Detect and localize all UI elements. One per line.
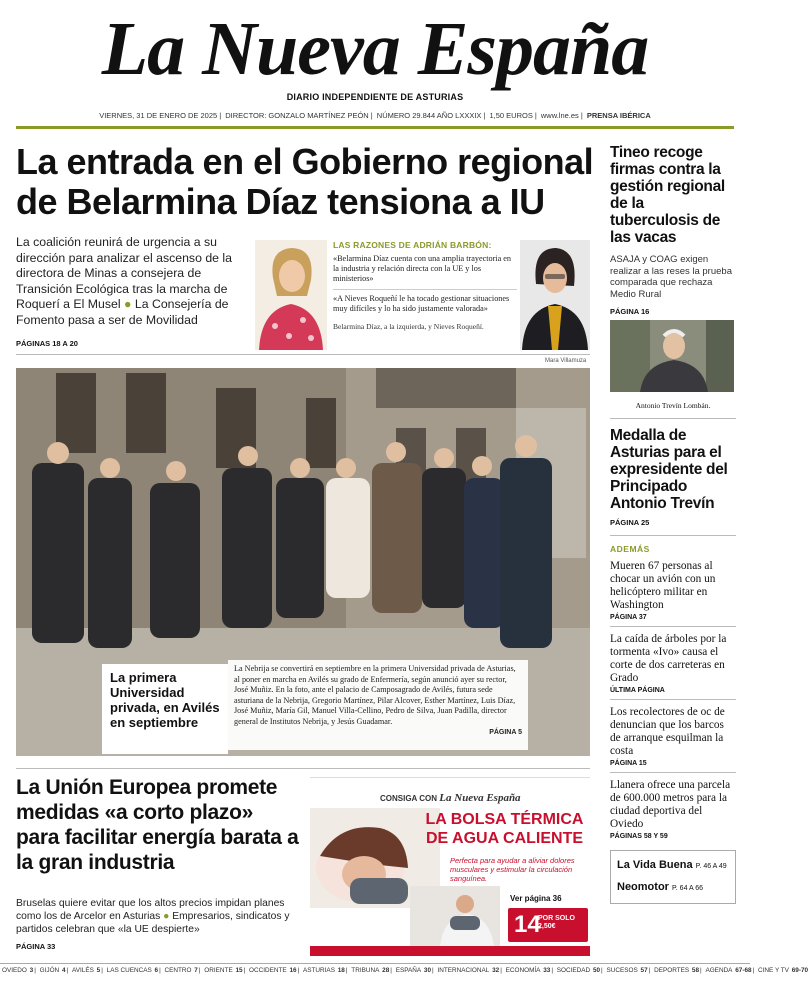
lead-summary-part2: La Consejería de Fomento pasa a ser de Movilidad [16, 297, 229, 327]
lead-divider [16, 354, 590, 355]
eu-summary-part2: Empresarios, sindicatos y partidos celebran que «la UE despierte» [16, 911, 290, 936]
newspaper-logo[interactable]: La Nueva España [101, 7, 649, 91]
eu-summary-part1: Bruselas quiere evitar que los altos precios impidan planes como los de Arcelor en Asturias [16, 898, 285, 923]
promo-number: 14 [514, 911, 541, 938]
index-item[interactable]: OCCIDENTE 16 [249, 967, 297, 974]
index-item[interactable]: ORIENTE 15 [204, 967, 243, 974]
promo-description: Perfecta para ayudar a aliviar dolores musculares y estimular la circulación sanguínea. [450, 856, 575, 883]
index-item[interactable]: DEPORTES 58 [654, 967, 700, 974]
supplement-name: La Vida Buena [617, 858, 693, 871]
quote-belarmina: «Belarmina Díaz cuenta con una amplia trayectoria en la industria y relación directa con la UE y los ministerios» [333, 254, 511, 284]
brief-page: PÁGINAS 58 Y 59 [610, 832, 668, 840]
promo-hot-water-bag[interactable] [310, 777, 590, 955]
publisher-group: PRENSA IBÉRICA [586, 111, 651, 120]
lead-summary-part1: La coalición reunirá de urgencia a su dirección para analizar el ascenso de la directora de Minas a consejera de Transición Ecológica tras la marcha de Roquerí a El Musel [16, 235, 233, 312]
trevin-headline[interactable]: Medalla de Asturias para el expresidente del Principado Antonio Trevín [610, 426, 728, 512]
issue-info: VIERNES, 31 DE ENERO DE 2025 | DIRECTOR: GONZALO MARTÍNEZ PEÓN | NÚMERO 29.844 AÑO LXXXIX | 1,50 EUROS | www.lne.es | PRENSA IBÉRICA [99, 111, 651, 120]
barbon-reasons [333, 240, 517, 331]
masthead-divider [16, 126, 734, 129]
issue-number: NÚMERO 29.844 AÑO LXXXIX [376, 111, 482, 120]
eu-summary [16, 897, 301, 937]
promo-title: LA BOLSA TÉRMICA DE AGUA CALIENTE [425, 811, 584, 847]
index-item[interactable]: AGENDA 67-68 [705, 967, 752, 974]
promo-brand: La Nueva España [439, 792, 521, 804]
supplements-box [610, 850, 736, 904]
brief-item[interactable] [610, 706, 736, 767]
bottom-divider [16, 768, 590, 769]
belarmina-diaz-photo [255, 240, 327, 350]
section-index: OVIEDO 3| GIJÓN 4| AVILÉS 5| LAS CUENCAS 6| CENTRO 7| ORIENTE 15| OCCIDENTE 16| ASTURIAS 18| TRIBUNA 28| ESPAÑA 30| INTERNACIONAL 32| ECONOMÍA 33| SOCIEDAD 50| SUCESOS 57| DEPORTES 58| AGENDA 67-68| CINE Y TV 69-70 [0, 963, 750, 974]
index-item[interactable]: GIJÓN 4 [39, 967, 66, 974]
supplement-page: P. 64 A 66 [672, 884, 704, 892]
supplement-neomotor[interactable] [617, 877, 729, 899]
promo-see-page: Ver página 36 [510, 894, 562, 903]
index-item[interactable]: CENTRO 7 [164, 967, 198, 974]
brief-item[interactable] [610, 560, 736, 621]
promo-man-photo [410, 886, 500, 946]
eu-pages: PÁGINA 33 [16, 942, 56, 951]
promo-price: POR SOLO 2,50€ [538, 915, 575, 930]
brief-page: PÁGINA 15 [610, 759, 647, 767]
brief-text: La caída de árboles por la tormenta «Ivo» causa el corte de dos carreteras en Grado [610, 632, 727, 684]
index-item[interactable]: SOCIEDAD 50 [556, 967, 601, 974]
index-item[interactable]: ECONOMÍA 33 [505, 967, 551, 974]
brief-text: Llanera ofrece una parcela de 600.000 metros para la ciudad deportiva del Oviedo [610, 778, 731, 830]
tineo-page: PÁGINA 16 [610, 306, 650, 316]
supplement-name: Neomotor [617, 880, 669, 893]
quote-roqueni: «A Nieves Roqueñí le ha tocado gestionar situaciones muy difíciles y lo ha sido justamente valorada» [333, 289, 517, 314]
brief-item[interactable] [610, 779, 736, 840]
university-text [228, 660, 528, 750]
index-item[interactable]: LAS CUENCAS 6 [106, 967, 159, 974]
right-column [610, 144, 736, 904]
nieves-roqueni-photo [520, 240, 590, 350]
university-headline[interactable]: La primera Universidad privada, en Avilés en septiembre [110, 670, 220, 730]
bullet-dot-icon: ● [163, 911, 170, 923]
right-divider [610, 418, 736, 419]
brief-divider [610, 626, 736, 627]
index-item[interactable]: TRIBUNA 28 [351, 967, 390, 974]
photo-credit: Mara Villamuza [545, 358, 587, 364]
university-box [102, 664, 228, 754]
trevin-page: PÁGINA 25 [610, 517, 650, 527]
university-body: La Nebrija se convertirá en septiembre en la primera Universidad privada de Asturias, al poner en marcha en Avilés su grado de Enfermería, según anunció ayer su rector, José Muñiz. En la foto, ante el palacio de Camposagrado de Avilés, futura sede asturiana de la Nebrija, Gregorio Martínez, Pilar Alcover, Esther Martínez, Luis Díaz, José Muñiz, María Gil, Manuel Villa-Cellino, Pedro de Silva, Juan Padilla, director general de Institutos Nebrija, y Jesús Guadamar. [234, 664, 516, 726]
brief-text: Mueren 67 personas al chocar un avión con un helicóptero militar en Washington [610, 559, 716, 611]
brief-page: PÁGINA 37 [610, 613, 647, 621]
issue-date: VIERNES, 31 DE ENERO DE 2025 [99, 111, 218, 120]
brief-text: Los recolectores de oc de denuncian que los barcos de arranque esquilman la costa [610, 705, 725, 757]
supplement-vida-buena[interactable] [617, 855, 729, 877]
tagline: DIARIO INDEPENDIENTE DE ASTURIAS [286, 92, 464, 102]
index-item[interactable]: OVIEDO 3 [2, 967, 34, 974]
right-divider [610, 535, 736, 536]
photos-caption: Belarmina Díaz, a la izquierda, y Nieves Roqueñí. [333, 322, 484, 332]
index-item[interactable]: AVILÉS 5 [71, 967, 101, 974]
trevin-caption: Antonio Trevín Lombán. [635, 400, 711, 410]
promo-bottom-bar [310, 946, 590, 956]
eu-headline[interactable]: La Unión Europea promete medidas «a corto plazo» para facilitar energía barata a la gran industria [16, 776, 299, 874]
brief-page: ÚLTIMA PÁGINA [610, 686, 665, 694]
promo-badge [508, 908, 588, 942]
lead-headline[interactable]: La entrada en el Gobierno regional de Belarmina Díaz tensiona a IU [16, 141, 594, 222]
promo-consiga [380, 792, 521, 804]
index-item[interactable]: SUCESOS 57 [606, 967, 648, 974]
masthead [0, 0, 750, 132]
promo-consiga-label: CONSIGA CON [380, 794, 438, 803]
index-item[interactable]: INTERNACIONAL 32 [437, 967, 500, 974]
brief-item[interactable] [610, 633, 736, 694]
issue-director: DIRECTOR: GONZALO MARTÍNEZ PEÓN [225, 111, 369, 120]
lead-summary [16, 235, 248, 329]
brief-divider [610, 699, 736, 700]
index-item[interactable]: ASTURIAS 18 [303, 967, 345, 974]
university-page: PÁGINA 5 [489, 728, 522, 736]
lead-pages: PÁGINAS 18 A 20 [16, 339, 78, 348]
antonio-trevin-photo [610, 320, 734, 392]
bullet-dot-icon: ● [124, 297, 132, 312]
supplement-page: P. 46 A 49 [695, 862, 727, 870]
reasons-label: LAS RAZONES DE ADRIÁN BARBÓN: [333, 240, 492, 250]
website-link[interactable]: www.lne.es [540, 111, 579, 120]
ademas-label: ADEMÁS [610, 543, 650, 554]
issue-price: 1,50 EUROS [489, 111, 533, 120]
tineo-headline[interactable]: Tineo recoge firmas contra la gestión regional de la tuberculosis de las vacas [610, 144, 725, 246]
tineo-summary: ASAJA y COAG exigen realizar a las reses la prueba comparada que rechaza Medio Rural [610, 254, 732, 301]
brief-divider [610, 772, 736, 773]
index-item[interactable]: ESPAÑA 30 [395, 967, 432, 974]
index-item[interactable]: CINE Y TV 69-70 [758, 967, 809, 974]
